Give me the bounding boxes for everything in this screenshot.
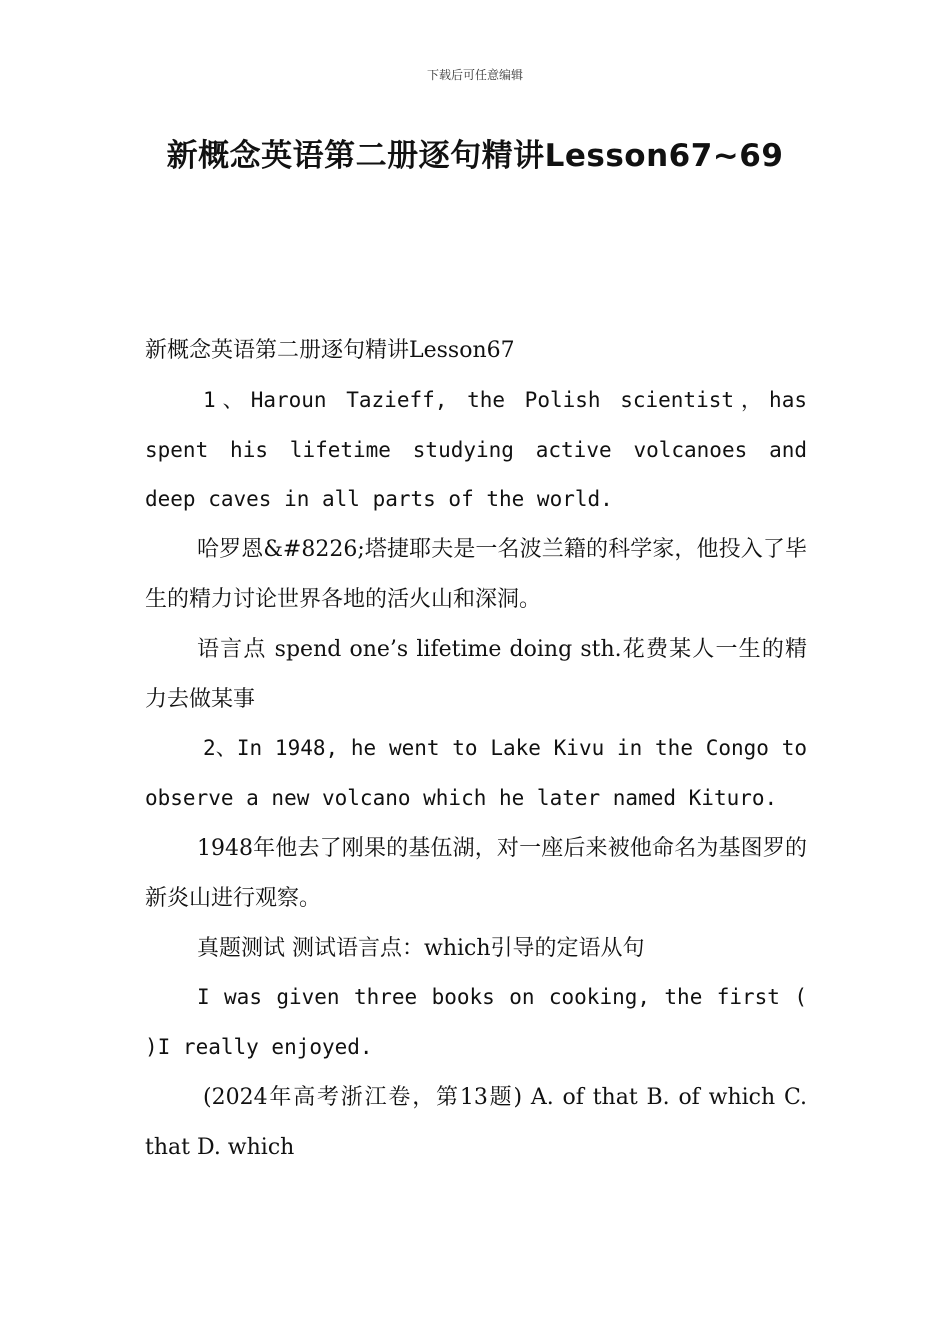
paragraph-2-chinese: 1948年他去了刚果的基伍湖，对一座后来被他命名为基图罗的新炎山进行观察。 (145, 835, 807, 911)
test-heading: 真题测试 测试语言点：which引导的定语从句 (197, 935, 645, 961)
section-heading: 新概念英语第二册逐句精讲Lesson67 (145, 338, 515, 363)
document-title: 新概念英语第二册逐句精讲Lesson67~69 (166, 138, 784, 174)
header-note: 下载后可任意编辑 (426, 68, 523, 82)
paragraph-1-english: 1、Haroun Tazieff, the Polish scientist，has spent his lifetime studying active volcanoes and deep caves in all parts of the world. (145, 387, 807, 512)
test-options: (2024年高考浙江卷，第13题) A. of that B. of which C. that D. which (145, 1084, 807, 1160)
paragraph-1-language-point: 语言点 spend one’s lifetime doing sth.花费某人一生的精力去做某事 (145, 636, 807, 712)
test-question: I was given three books on cooking, the first ( )I really enjoyed. (145, 985, 807, 1060)
paragraph-1-chinese: 哈罗恩&#8226;塔捷耶夫是一名波兰籍的科学家，他投入了毕生的精力讨论世界各地的活火山和深洞。 (145, 537, 807, 612)
paragraph-2-english: 2、In 1948, he went to Lake Kivu in the Congo to observe a new volcano which he later named Kituro. (145, 736, 807, 811)
document-body (145, 326, 807, 1173)
